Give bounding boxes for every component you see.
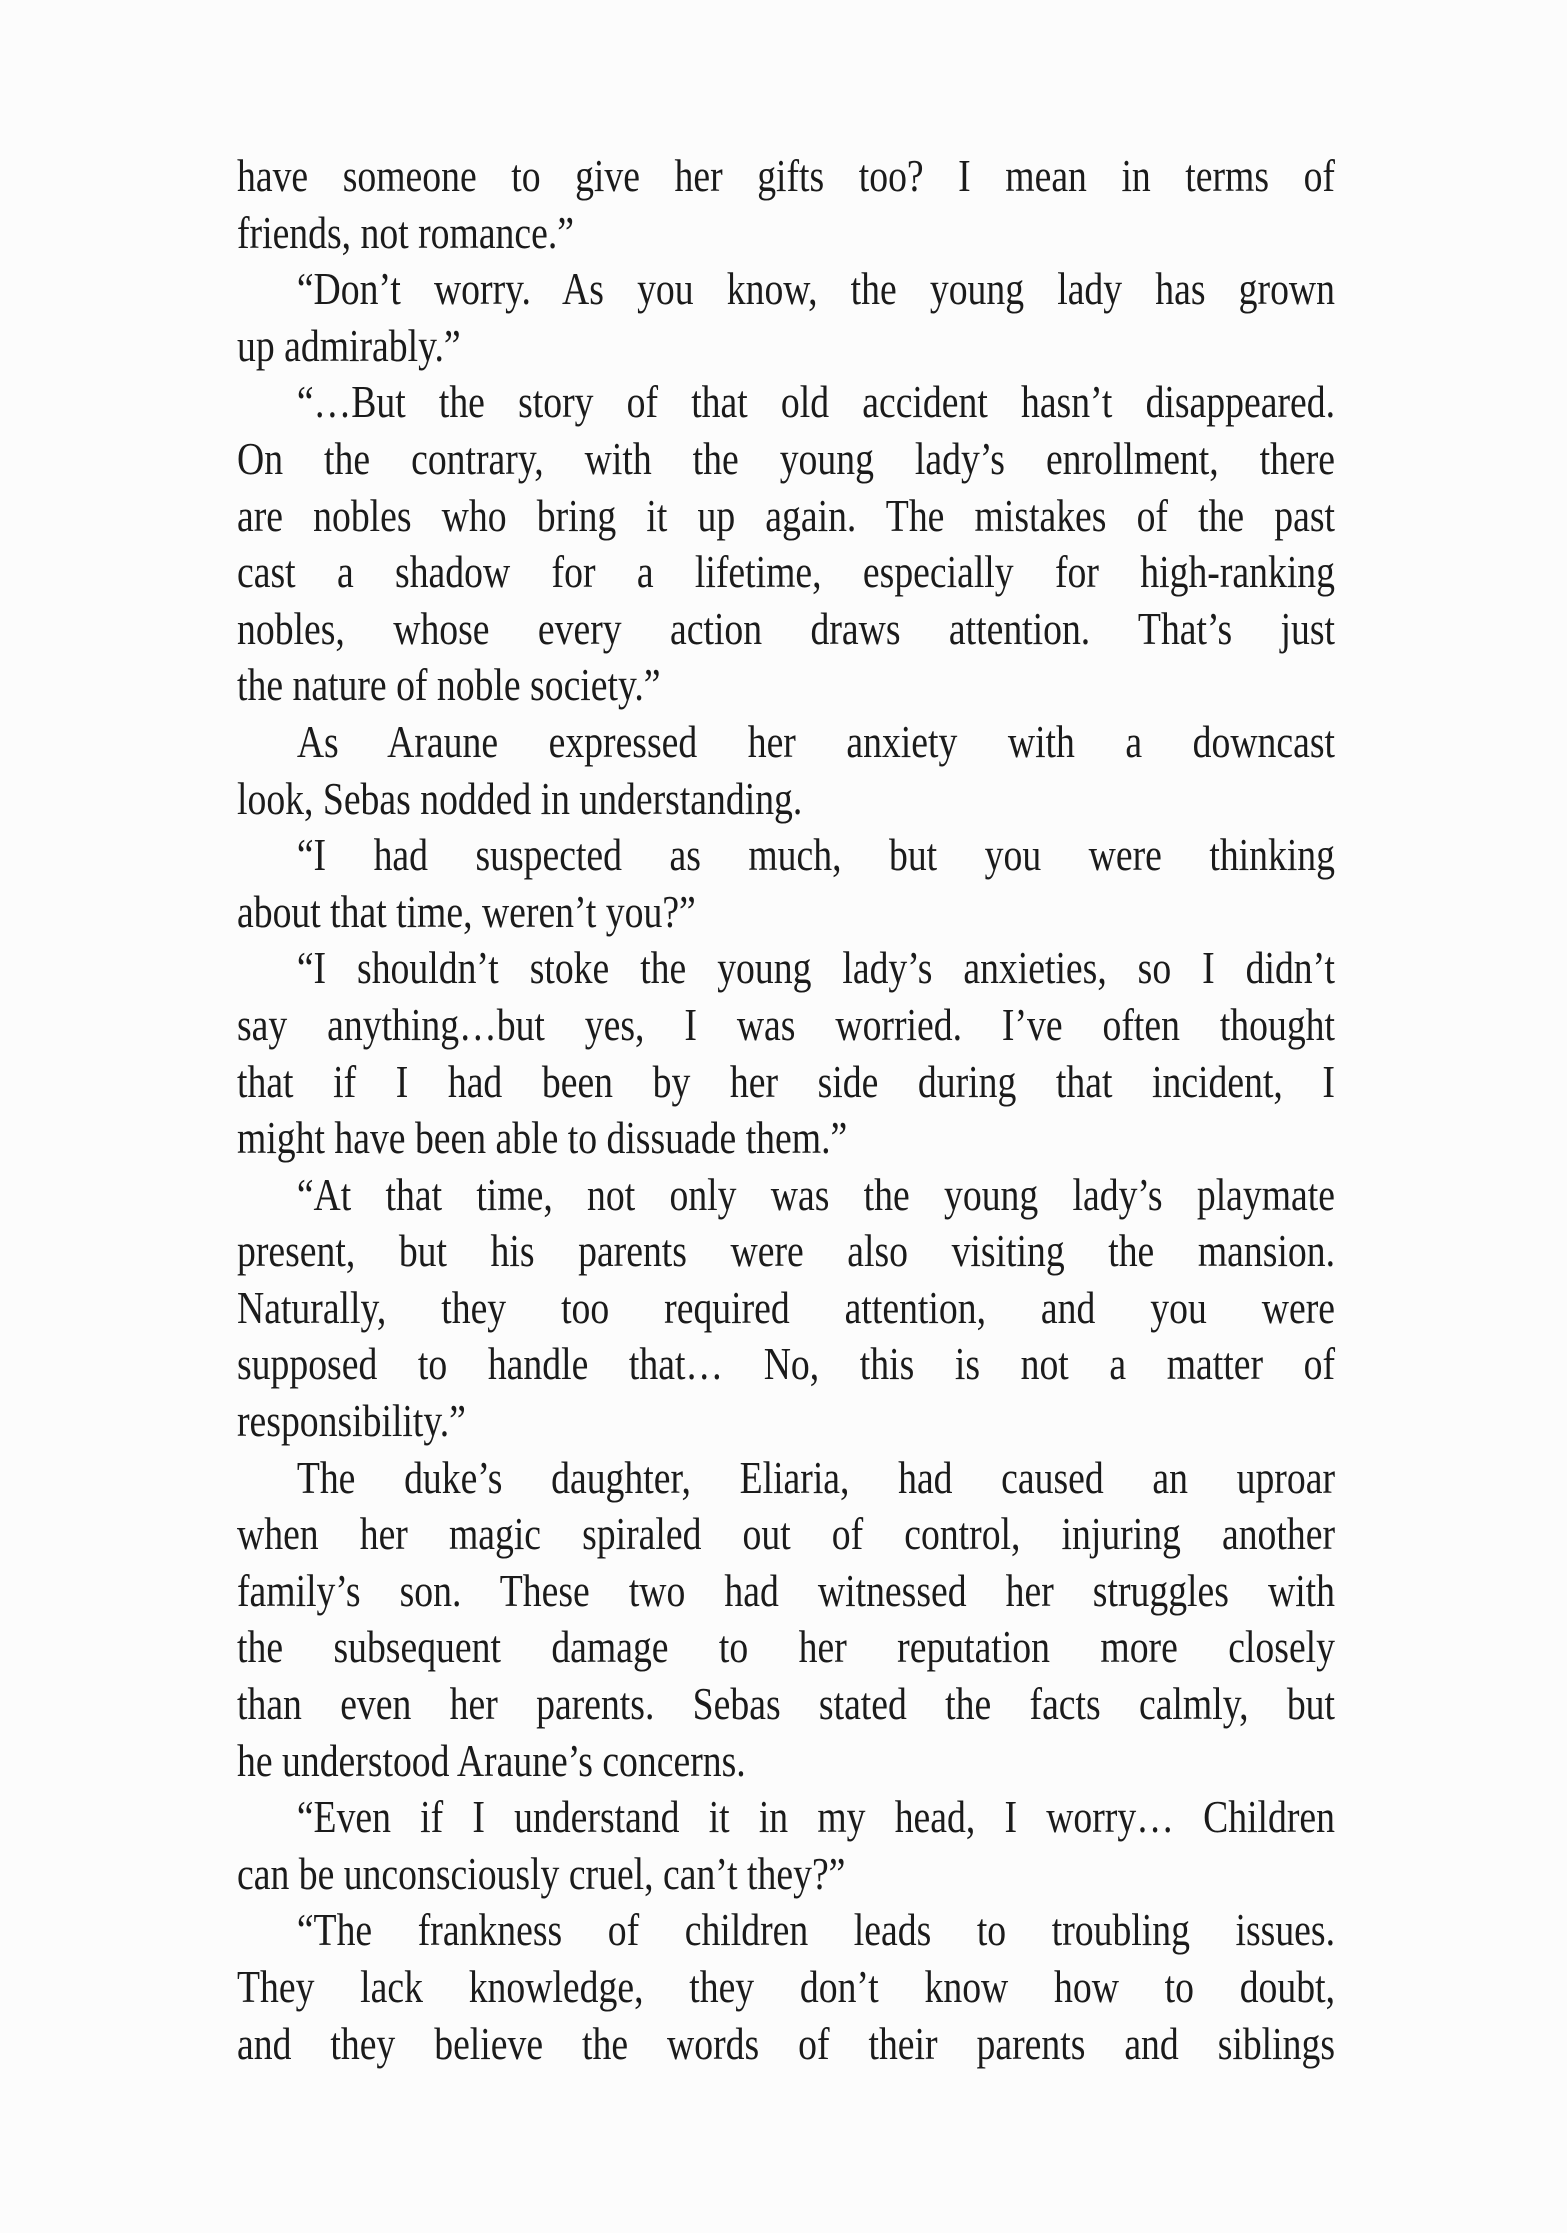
text-line: The duke’s daughter, Eliaria, had caused an uproar [296,1451,1335,1503]
text-line: are nobles who bring it up again. The mistakes of the past [237,489,1335,541]
text-line: can be unconsciously cruel, can’t they?” [237,1847,846,1899]
page-text [237,148,1335,2072]
text-line: and they believe the words of their parents and siblings [237,2017,1335,2069]
text-line: friends, not romance.” [237,206,575,258]
paragraph [237,1450,1335,1790]
text-line: “The frankness of children leads to troubling issues. [296,1904,1335,1956]
text-line: “Even if I understand it in my head, I worry… Children [296,1791,1335,1843]
text-line: the subsequent damage to her reputation more closely [237,1621,1335,1673]
text-line: “At that time, not only was the young lady’s playmate [296,1168,1335,1220]
paragraph [237,374,1335,714]
text-line: They lack knowledge, they don’t know how to doubt, [237,1961,1335,2012]
paragraph [237,827,1335,940]
paragraph [237,1902,1335,2072]
text-line: On the contrary, with the young lady’s enrollment, there [237,432,1335,484]
text-line: about that time, weren’t you?” [237,885,696,937]
text-line: when her magic spiraled out of control, injuring another [237,1508,1335,1560]
text-line: look, Sebas nodded in understanding. [237,772,803,824]
text-line: responsibility.” [237,1395,466,1447]
text-line: might have been able to dissuade them.” [237,1112,848,1164]
text-line: cast a shadow for a lifetime, especially for high-ranking [237,546,1335,598]
text-line: “I had suspected as much, but you were thinking [296,829,1335,881]
text-line: As Araune expressed her anxiety with a downcast [296,715,1335,767]
text-line: nobles, whose every action draws attention. That’s just [237,602,1335,654]
text-line: up admirably.” [237,319,461,371]
text-line: that if I had been by her side during that incident, I [237,1055,1335,1107]
text-line: present, but his parents were also visiting the mansion. [237,1225,1335,1277]
text-line: than even her parents. Sebas stated the facts calmly, but [237,1678,1335,1730]
text-line: family’s son. These two had witnessed her struggles with [237,1564,1335,1616]
paragraph [237,940,1335,1166]
text-line: say anything…but yes, I was worried. I’ve often thought [237,998,1335,1050]
text-line: have someone to give her gifts too? I mean in terms of [237,150,1335,201]
paragraph [237,1167,1335,1450]
text-line: “…But the story of that old accident hasn’t disappeared. [296,376,1335,428]
text-line: “I shouldn’t stoke the young lady’s anxieties, so I didn’t [296,942,1335,994]
paragraph [237,148,1335,261]
text-line: Naturally, they too required attention, and you were [237,1281,1335,1333]
paragraph [237,261,1335,374]
text-line: he understood Araune’s concerns. [237,1734,746,1786]
paragraph [237,1789,1335,1902]
text-line: the nature of noble society.” [237,659,661,711]
paragraph [237,714,1335,827]
text-line: “Don’t worry. As you know, the young lady has grown [296,263,1335,315]
text-line: supposed to handle that… No, this is not a matter of [237,1338,1335,1390]
